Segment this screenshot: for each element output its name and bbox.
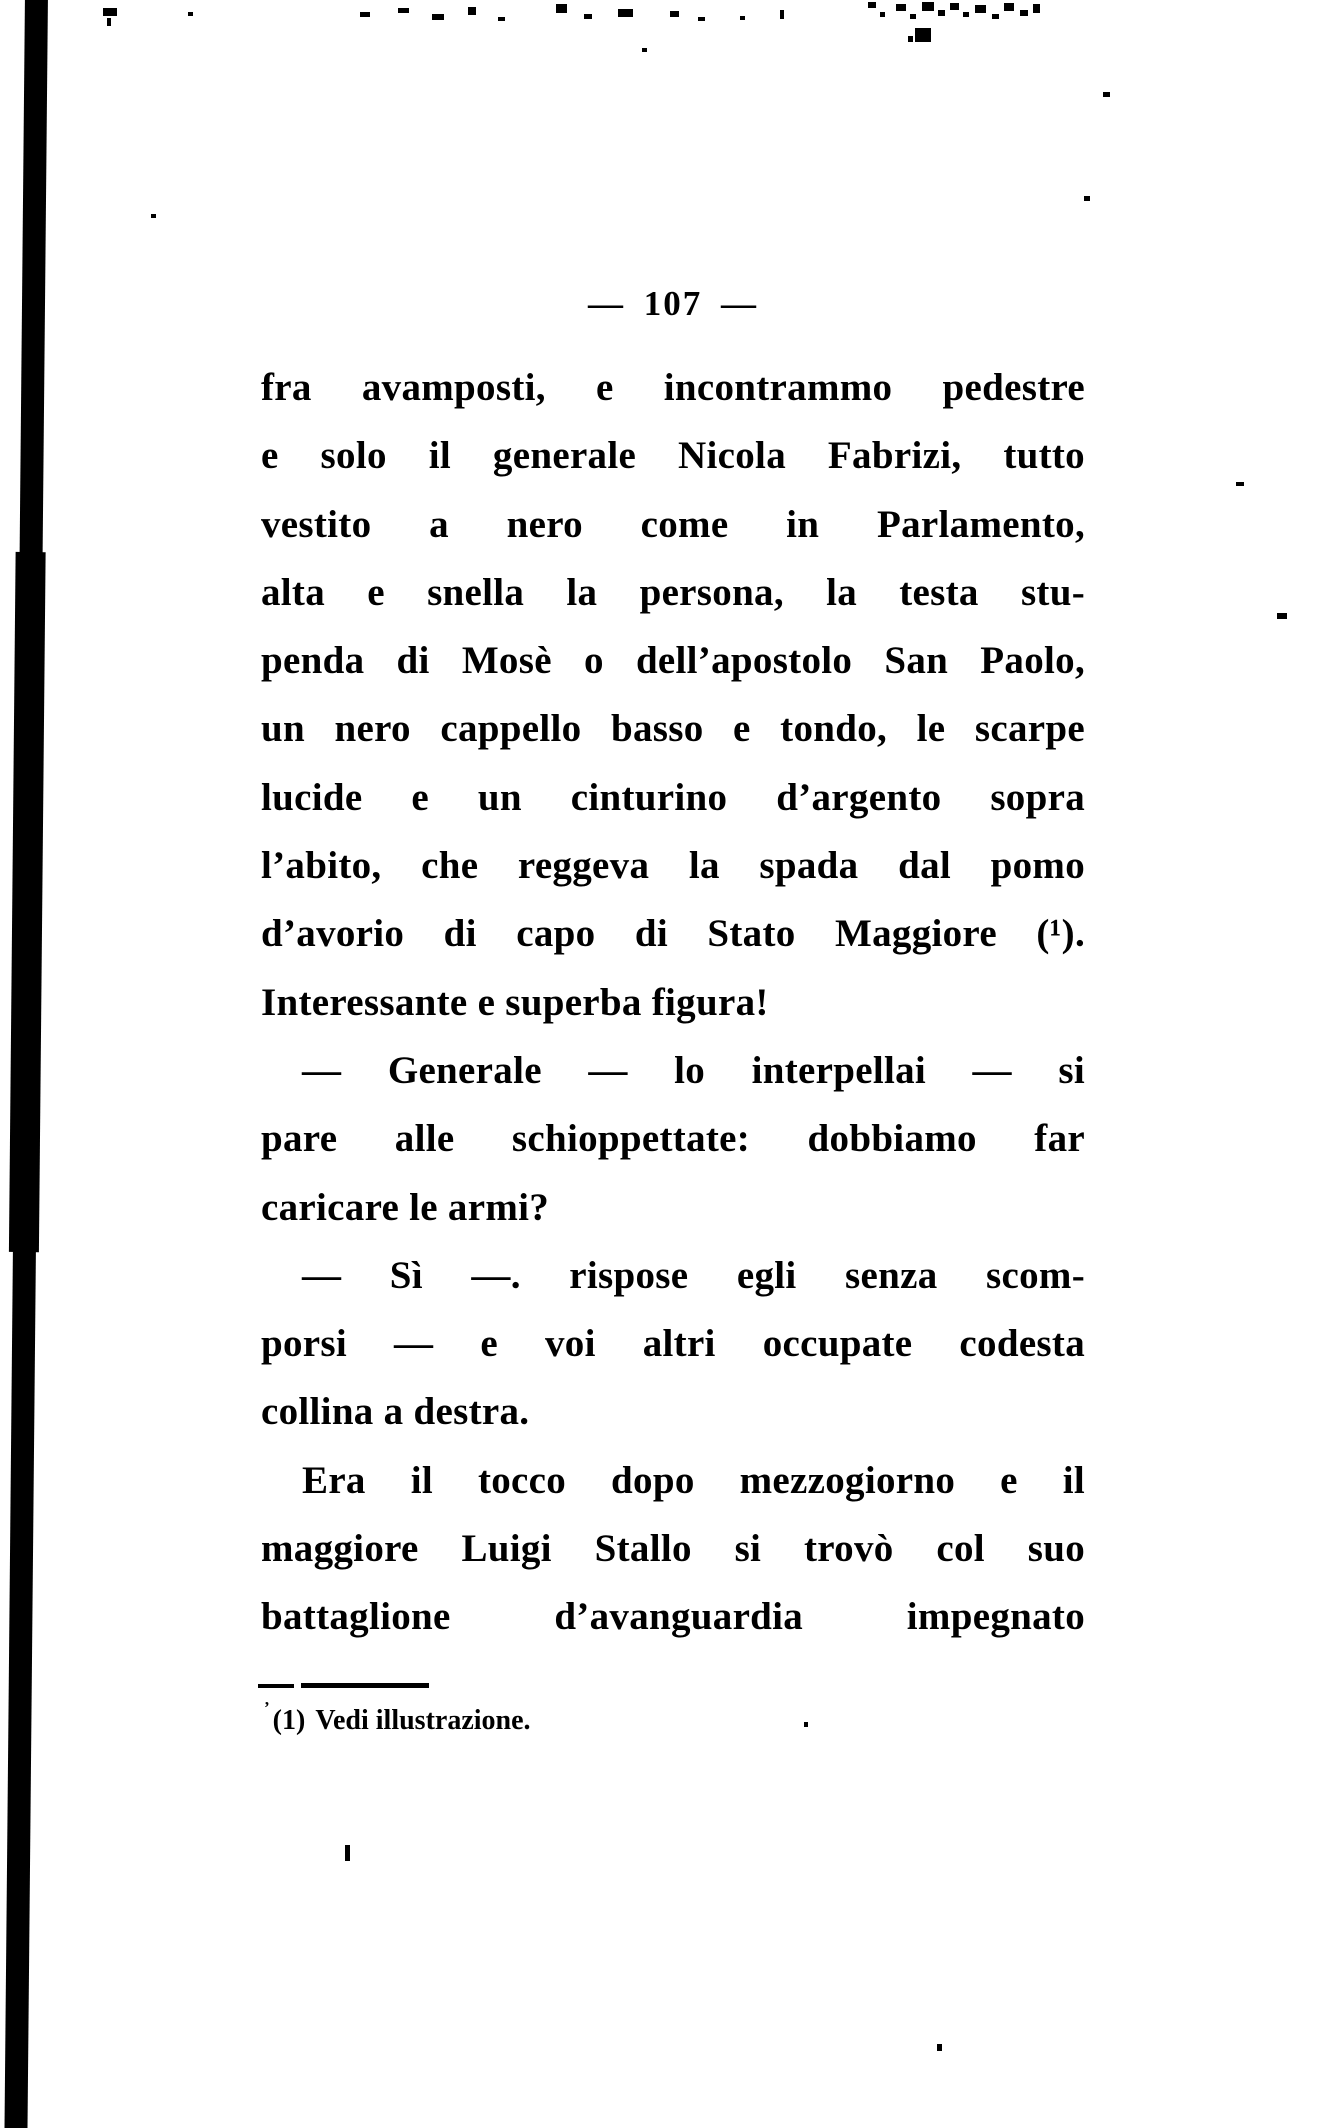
ink-speck [938,10,945,16]
ink-speck [698,17,705,21]
ink-speck [1236,482,1244,486]
ink-speck [910,14,916,19]
ink-speck [896,4,906,11]
ink-speck [468,7,476,15]
ink-speck [398,8,409,13]
ink-speck [804,1722,808,1727]
ink-speck [950,3,959,10]
text-line: d’avorio di capo di Stato Maggiore (¹). [261,912,1085,956]
ink-speck [432,14,444,20]
text-line: Era il tocco dopo mezzogiorno e il [302,1458,1085,1502]
footnote-text: Vedi illustrazione. [315,1705,531,1736]
text-line: pare alle schioppettate: dobbiamo far [261,1117,1085,1161]
ink-speck [498,17,505,21]
footnote-label: (1) [272,1705,306,1736]
ink-speck [868,2,876,8]
ink-speck [880,12,885,17]
ink-speck [992,14,999,19]
text-line: porsi — e voi altri occupate codesta [261,1322,1085,1366]
text-line: — Generale — lo interpellai — si [302,1048,1085,1092]
text-line: maggiore Luigi Stallo si trovò col suo [261,1527,1085,1571]
text-line: battaglione d’avanguardia impegnato [261,1595,1085,1639]
ink-speck [642,48,647,52]
page-body [261,354,1085,1652]
ink-speck [1084,196,1090,201]
ink-speck [915,28,931,42]
text-line: l’abito, che reggeva la spada dal pomo [261,844,1085,888]
ink-speck [937,2044,942,2051]
text-line: — Sì —. rispose egli senza scom- [302,1253,1085,1297]
text-line: un nero cappello basso e tondo, le scarpe [261,707,1085,751]
ink-speck [740,16,745,20]
ink-speck [908,36,913,42]
ink-speck [1033,4,1040,13]
ink-speck [670,11,679,17]
binding-gutter-shadow [4,0,48,2128]
ink-speck [1020,10,1028,16]
text-line: collina a destra. [261,1390,530,1434]
ink-speck [963,12,969,17]
footnote [264,1698,531,1737]
ink-speck [556,4,567,13]
page-number: — 107 — [588,284,758,323]
footnote-stray-mark: ’ [264,1698,270,1717]
text-line: penda di Mosè o dell’apostolo San Paolo, [261,639,1085,683]
ink-speck [103,8,117,16]
text-line: fra avamposti, e incontrammo pedestre [261,366,1085,409]
footnote-rule-line [301,1683,429,1688]
text-line: Interessante e superba figura! [261,980,769,1024]
ink-speck [188,12,193,16]
ink-speck [107,18,111,26]
ink-speck [922,2,934,11]
ink-speck [584,14,592,19]
text-line: caricare le armi? [261,1185,550,1229]
ink-speck [1004,3,1014,11]
footnote-rule-dash [258,1684,294,1688]
ink-speck [975,5,986,13]
ink-speck [1277,613,1287,619]
ink-speck [618,9,633,17]
ink-speck [360,12,370,17]
text-line: alta e snella la persona, la testa stu- [261,570,1085,614]
ink-speck [780,10,784,19]
text-line: e solo il generale Nicola Fabrizi, tutto [261,434,1085,478]
ink-speck [345,1845,350,1861]
text-line: vestito a nero come in Parlamento, [261,502,1085,546]
ink-speck [1103,92,1110,97]
text-line: lucide e un cinturino d’argento sopra [261,775,1085,819]
ink-speck [151,214,156,218]
